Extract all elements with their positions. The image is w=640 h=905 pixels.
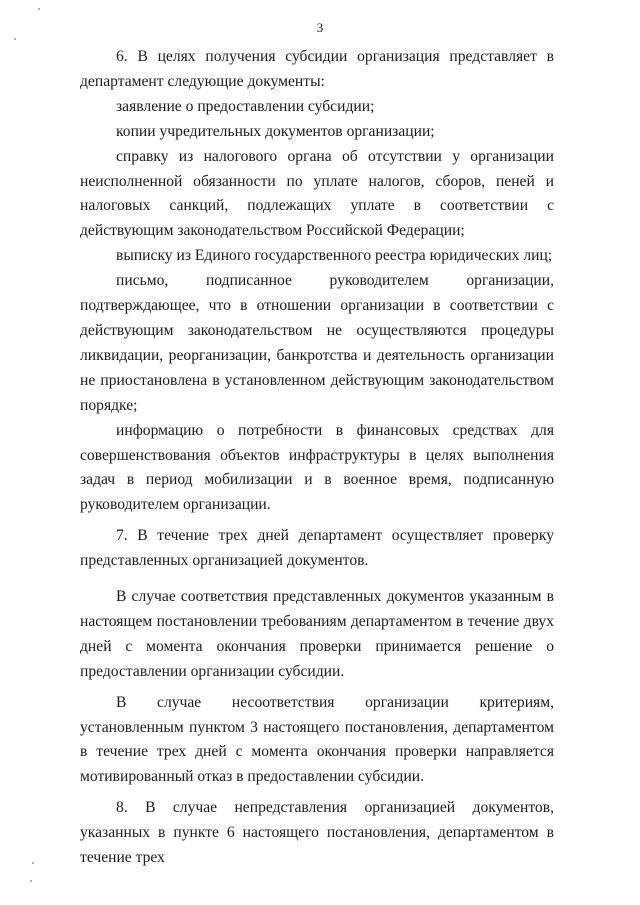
paragraph-registry-extract: выписку из Единого государственного реестра юридических лиц; xyxy=(116,247,553,265)
paragraph-application: заявление о предоставлении субсидии; xyxy=(116,97,375,115)
scan-speck xyxy=(32,862,34,864)
paragraph-item-8: 8. В случае непредставления организацией документов, указанных в пункте 6 настоящего постановления, департаментом в течение трех xyxy=(80,799,554,867)
paragraph-tax-certificate: справку из налогового органа об отсутствии у организации неисполненной обязанности по уплате налогов, сборов, пеней и налоговых санкций, подлежащих уплате в соответствии с действующим законодательством Российской Федерации; xyxy=(80,147,554,240)
scan-speck xyxy=(30,880,32,882)
paragraph-funding-info: информацию о потребности в финансовых средствах для совершенствования объектов инфраструктуры в целях выполнения задач в период мобилизации и в военное время, подписанную руководителем организации. xyxy=(80,421,554,514)
paragraph-item-6: 6. В целях получения субсидии организация представляет в департамент следующие документы: xyxy=(80,48,554,90)
paragraph-director-letter: письмо, подписанное руководителем организации, подтверждающее, что в отношении организации в соответствии с действующим законодательством не осуществляются процедуры ликвидации, реорганизации, банкротства и деятельность организации не приостановлена в установленном действующим законодательством порядке; xyxy=(80,272,554,414)
paragraph-founding-docs: копии учредительных документов организации; xyxy=(116,122,435,140)
document-body xyxy=(80,45,554,871)
paragraph-rejection-case: В случае несоответствия организации критериям, установленным пунктом 3 настоящего постановления, департаментом в течение трех дней с момента окончания проверки направляется мотивированный отказ в предоставлении субсидии. xyxy=(80,693,554,786)
page-number: 3 xyxy=(316,20,324,35)
scan-speck xyxy=(38,8,40,10)
scan-speck xyxy=(14,38,16,40)
paragraph-approval-case: В случае соответствия представленных документов указанным в настоящем постановлении требованиям департаментом в течение двух дней с момента окончания проверки принимается решение о предоставлении организации субсидии. xyxy=(80,588,554,680)
paragraph-item-7: 7. В течение трех дней департамент осуществляет проверку представленных организацией документов. xyxy=(80,527,554,570)
